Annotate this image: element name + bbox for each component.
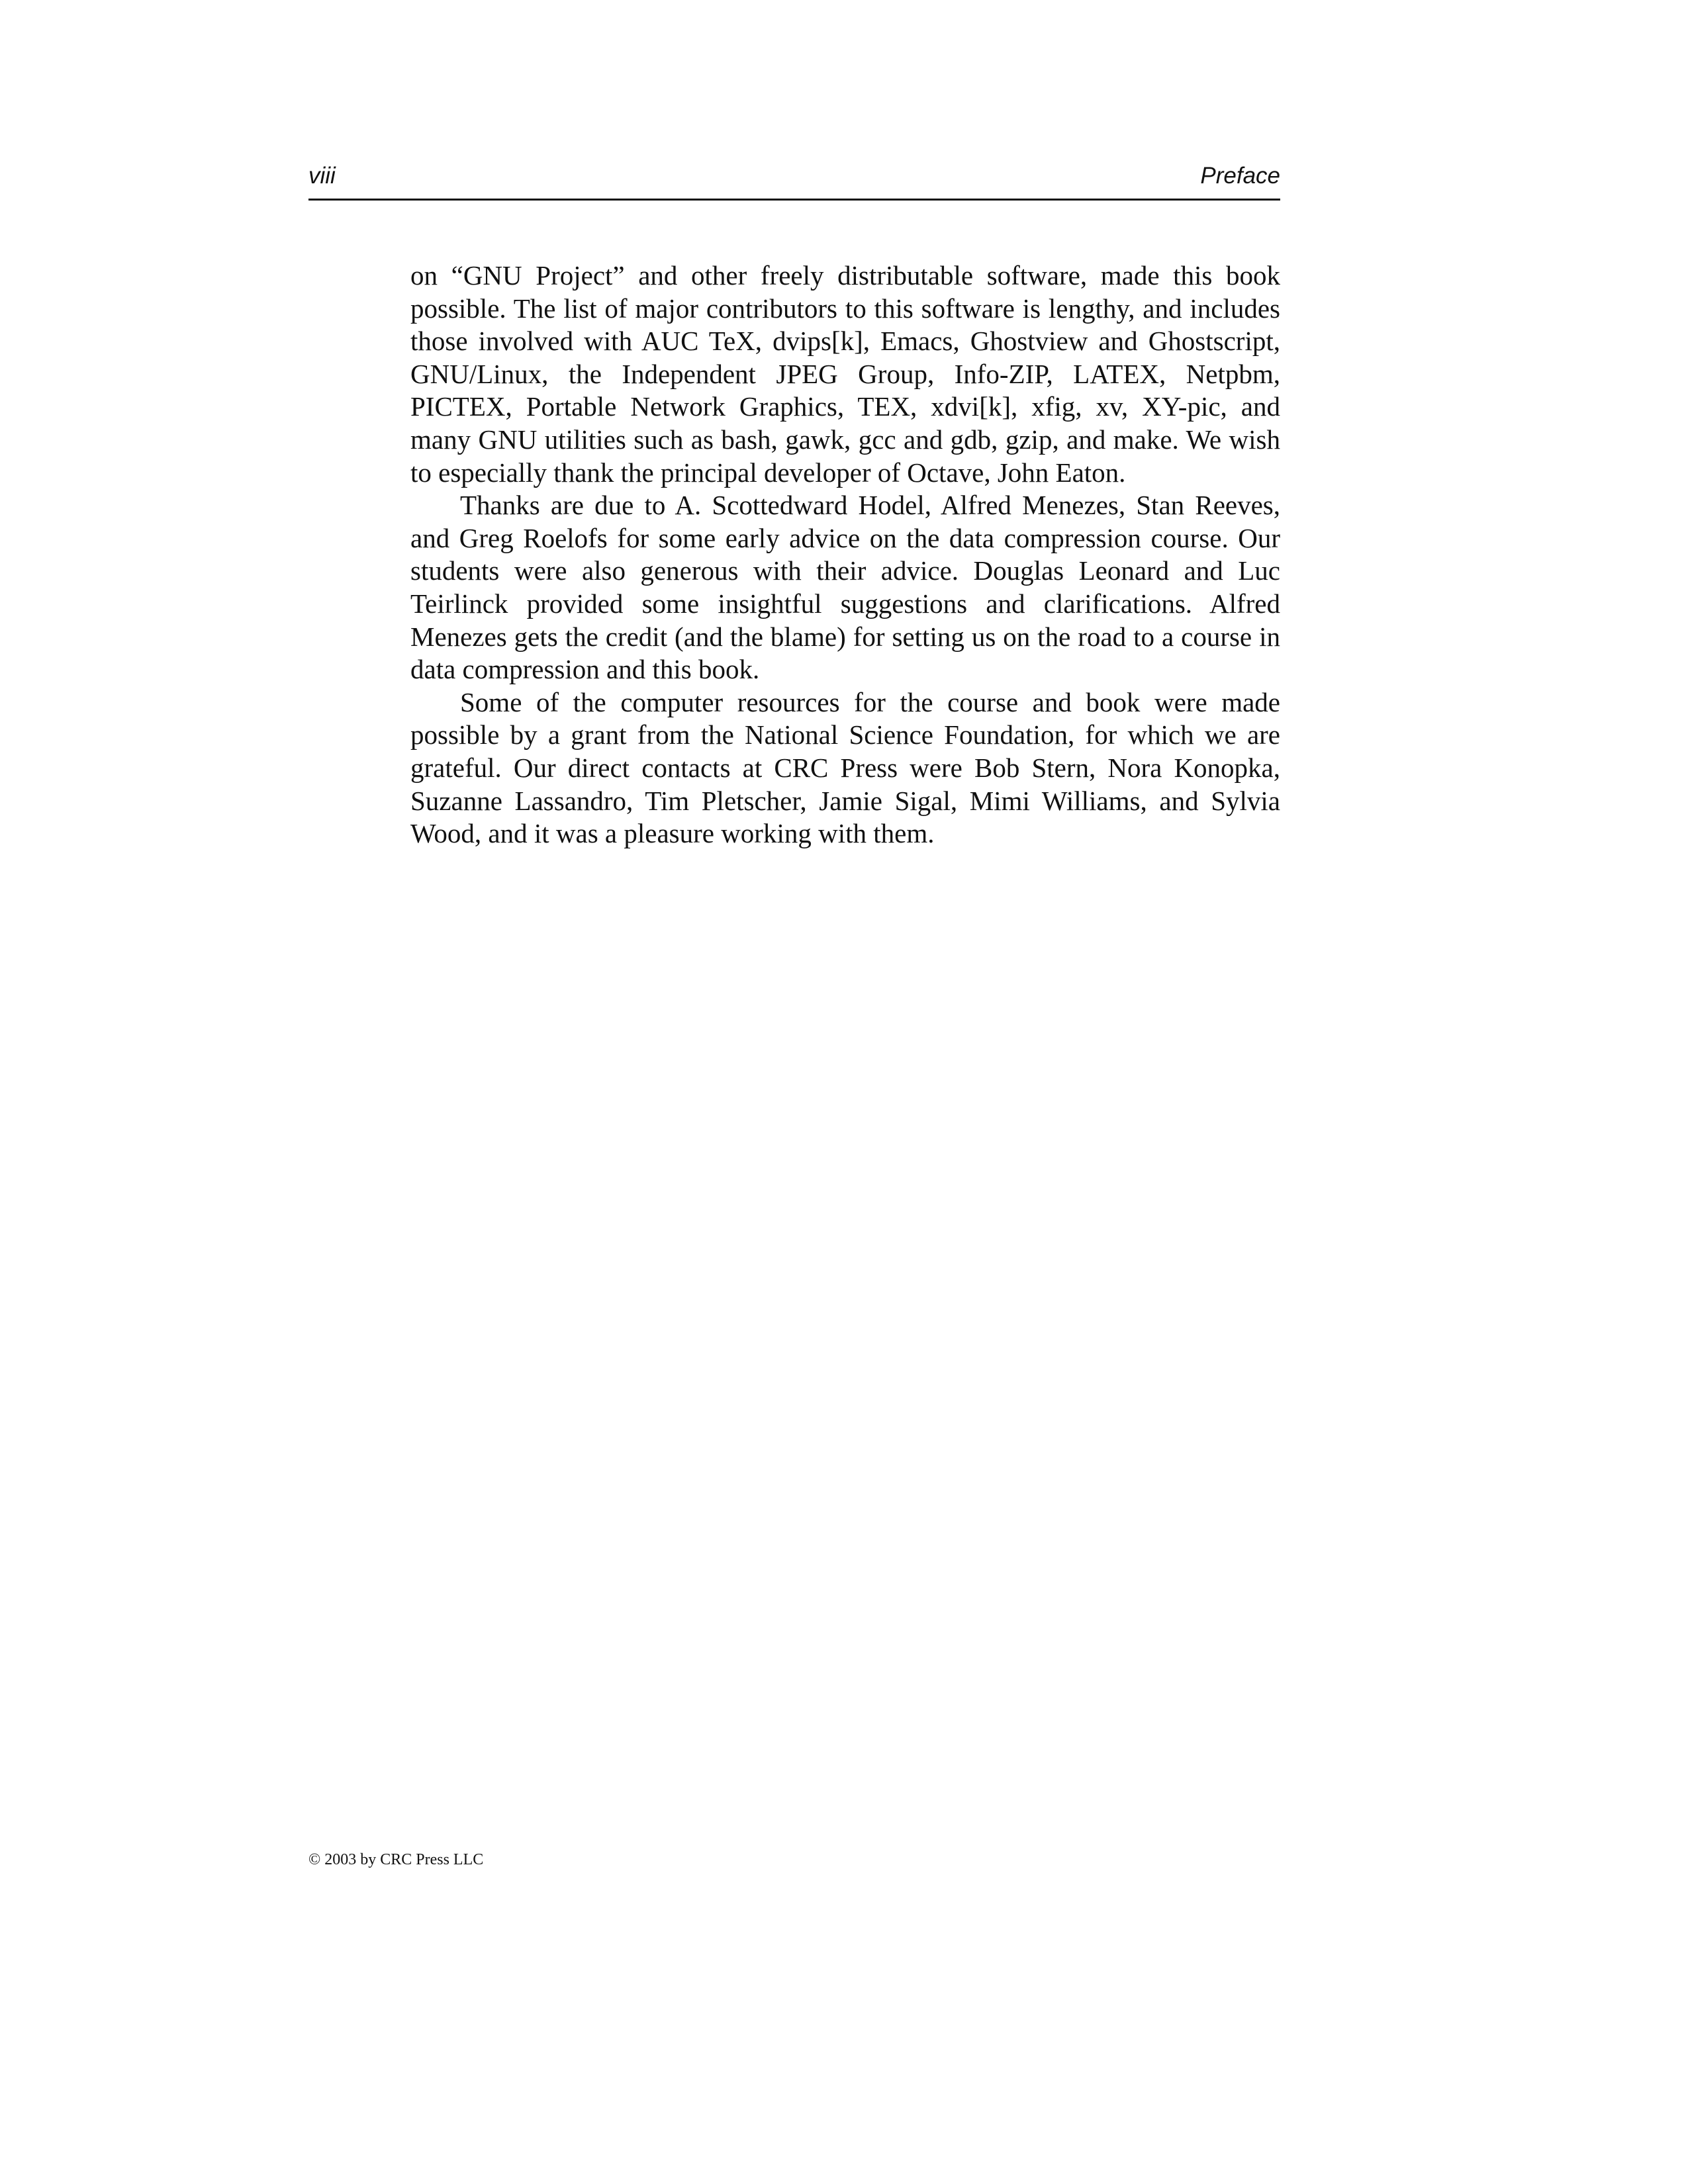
body-text (410, 259, 1280, 850)
page-header (308, 161, 1280, 201)
paragraph-2: Thanks are due to A. Scottedward Hodel, Alfred Menezes, Stan Reeves, and Greg Roelofs for some early advice on the data compression course. Our students were also generous with their advice. Douglas Leonard and Luc Teirlinck provided some insightful suggestions and clarifications. Alfred Menezes gets the credit (and the blame) for setting us on the road to a course in data compression and this book. (410, 490, 1280, 685)
paragraph-3: Some of the computer resources for the course and book were made possible by a grant from the National Science Foundation, for which we are grateful. Our direct contacts at CRC Press were Bob Stern, Nora Konopka, Suzanne Lassandro, Tim Pletscher, Jamie Sigal, Mimi Williams, and Sylvia Wood, and it was a pleasure working with them. (410, 686, 1280, 849)
copyright-footer: © 2003 by CRC Press LLC (308, 1851, 484, 1868)
running-title: Preface (1200, 163, 1280, 189)
paragraph-1: on “GNU Project” and other freely distributable software, made this book possible. The list of major contributors to this software is lengthy, and includes those involved with AUC TeX, dvips[k], Emacs, Ghostview and Ghostscript, GNU/Linux, the Independent JPEG Group, Info-ZIP, LATEX, Netpbm, PICTEX, Portable Network Graphics, TEX, xdvi[k], xfig, xv, XY-pic, and many GNU utilities such as bash, gawk, gcc and gdb, gzip, and make. We wish to especially thank the principal developer of Octave, John Eaton. (410, 260, 1280, 488)
page-number: viii (308, 163, 336, 189)
